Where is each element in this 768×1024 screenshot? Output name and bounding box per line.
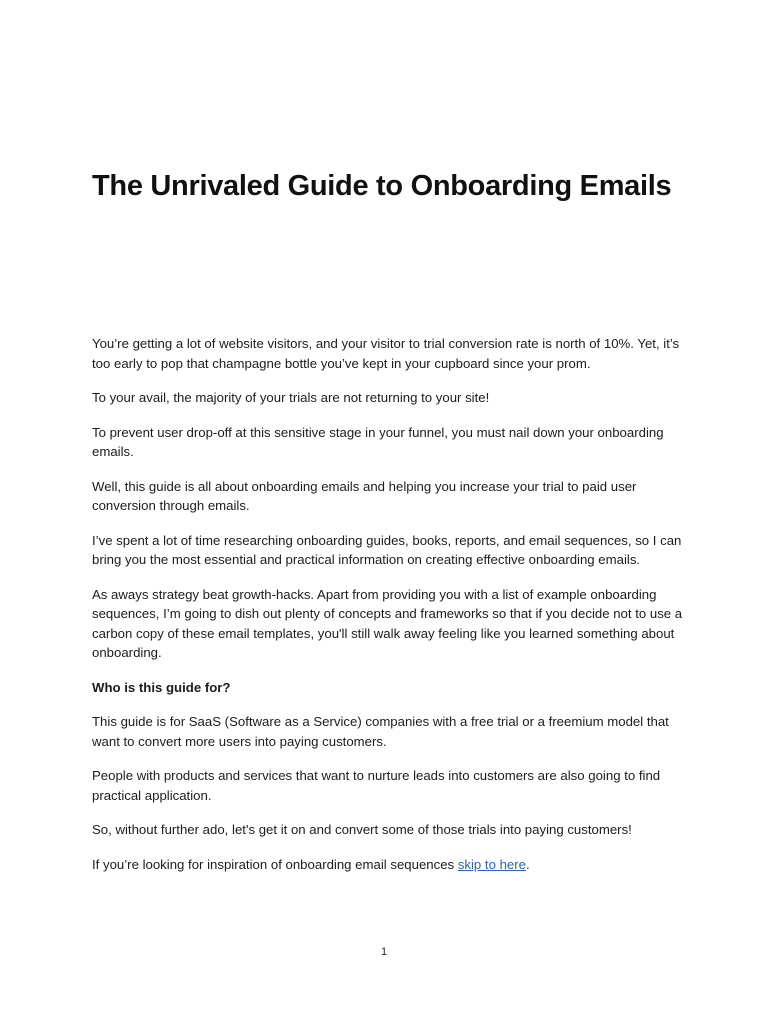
closing-text: If you’re looking for inspiration of onboarding email sequences [92,856,458,872]
closing-period: . [526,856,530,872]
strategy-paragraph: As aways strategy beat growth-hacks. Apart from providing you with a list of example onboarding sequences, I’m going to dish out plenty of concepts and frameworks so that if you decide not to use a carbon copy of these email templates, you'll still walk away feeling like you learned something about onboarding. [92,586,683,660]
skip-to-here-link[interactable]: skip to here [457,856,526,872]
leads-paragraph: People with products and services that want to nurture leads into customers are also going to find practical application. [92,768,661,803]
guide-purpose-paragraph: Well, this guide is all about onboarding emails and helping you increase your trial to paid user conversion through emails. [92,478,637,513]
audience-paragraph: This guide is for SaaS (Software as a Service) companies with a free trial or a freemium model that want to convert more users into paying customers. [92,714,669,749]
page-number: 1 [380,946,388,958]
call-to-action-paragraph: So, without further ado, let's get it on and convert some of those trials into paying customers! [92,822,632,837]
research-paragraph: I’ve spent a lot of time researching onboarding guides, books, reports, and email sequences, so I can bring you the most essential and practical information on creating effective onboarding emails. [92,532,682,567]
drop-off-paragraph: To prevent user drop-off at this sensitive stage in your funnel, you must nail down your onboarding emails. [92,424,664,459]
document-title: The Unrivaled Guide to Onboarding Emails [92,170,672,202]
avail-paragraph: To your avail, the majority of your trials are not returning to your site! [92,390,490,405]
section-heading: Who is this guide for? [92,679,231,695]
document-body [92,334,692,889]
intro-paragraph: You’re getting a lot of website visitors, and your visitor to trial conversion rate is north of 10%. Yet, it’s too early to pop that champagne bottle you’ve kept in your cupboard since your prom. [92,336,680,371]
closing-paragraph [92,855,692,875]
